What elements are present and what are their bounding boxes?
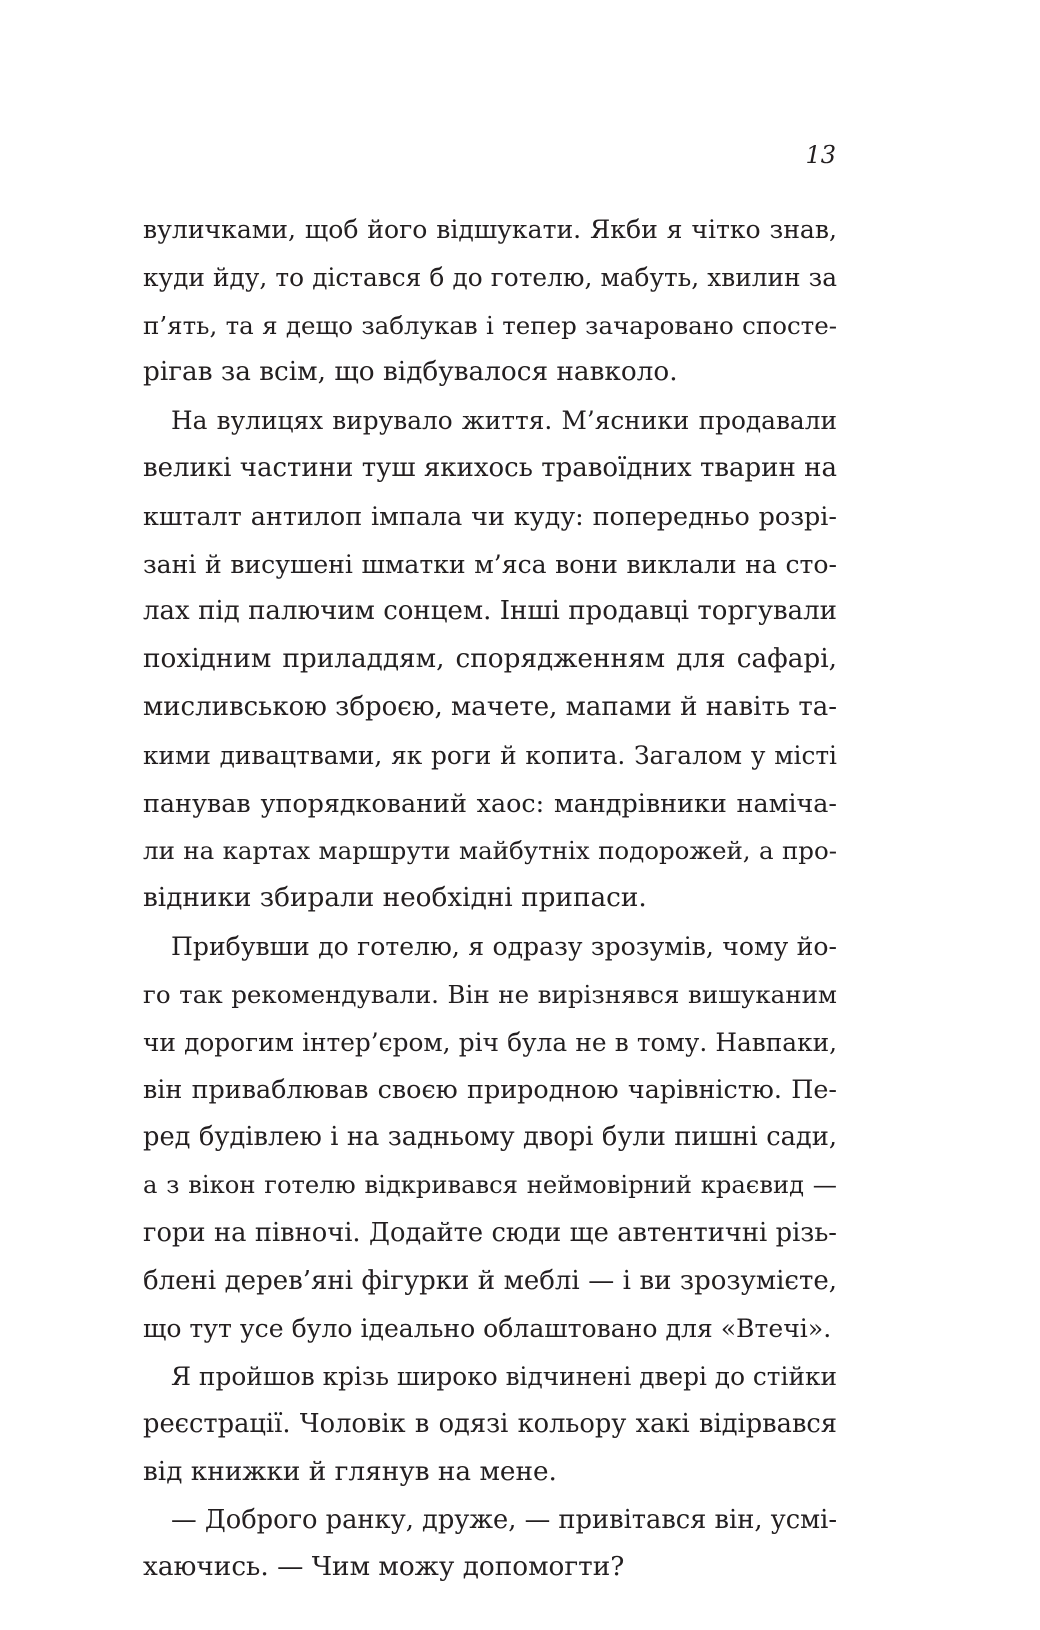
text-line: На вулицях вирувало життя. М’ясники продавали bbox=[171, 406, 837, 436]
text-line: куди йду, то дістався б до готелю, мабуть, хвилин за bbox=[143, 262, 837, 292]
text-line: а з вікон готелю відкривався неймовірний краєвид — bbox=[143, 1170, 837, 1199]
text-line: великі частини туш якихось травоїдних тварин на bbox=[143, 452, 837, 483]
text-line: — Доброго ранку, друже, — привітався він, усмі- bbox=[171, 1504, 837, 1535]
text-line: п’ять, та я дещо заблукав і тепер зачаровано спосте- bbox=[143, 310, 837, 340]
text-line: він приваблював своєю природною чарівністю. Пе- bbox=[143, 1074, 837, 1105]
body-text bbox=[143, 206, 837, 1592]
text-line: зані й висушені шматки м’яса вони виклали на сто- bbox=[143, 549, 837, 579]
text-line: реєстрації. Чоловік в одязі кольору хакі відірвався bbox=[143, 1408, 837, 1439]
text-line: вуличками, щоб його відшукати. Якби я чітко знав, bbox=[143, 215, 837, 244]
text-line: Прибувши до готелю, я одразу зрозумів, чому йо- bbox=[171, 931, 837, 961]
text-line: блені дерев’яні фігурки й меблі — і ви зрозумієте, bbox=[143, 1265, 837, 1296]
text-line: хаючись. — Чим можу допомогти? bbox=[143, 1552, 625, 1583]
text-line: що тут усе було ідеально облаштовано для «Втечі». bbox=[143, 1314, 832, 1344]
text-line: мисливською зброєю, мачете, мапами й навіть та- bbox=[143, 691, 837, 722]
text-line: відники збирали необхідні припаси. bbox=[143, 883, 647, 914]
text-line: лах під палючим сонцем. Інші продавці торгували bbox=[143, 596, 837, 627]
text-line: похідним приладдям, спорядженням для сафарі, bbox=[143, 644, 837, 675]
text-line: від книжки й глянув на мене. bbox=[143, 1456, 557, 1487]
text-line: чи дорогим інтер’єром, річ була не в тому. Навпаки, bbox=[143, 1027, 837, 1057]
text-line: ред будівлею і на задньому дворі були пишні сади, bbox=[143, 1122, 837, 1153]
text-line: кими дивацтвами, як роги й копита. Загалом у місті bbox=[143, 740, 837, 770]
page-number: 13 bbox=[805, 141, 836, 169]
text-line: гори на півночі. Додайте сюди ще автентичні різь- bbox=[143, 1217, 837, 1248]
text-line: ли на картах маршрути майбутніх подорожей, а про- bbox=[143, 836, 837, 866]
text-line: го так рекомендували. Він не вирізнявся вишуканим bbox=[143, 979, 837, 1009]
text-line: кшталт антилоп імпала чи куду: попередньо розрі- bbox=[143, 500, 837, 531]
text-line: Я пройшов крізь широко відчинені двері до стійки bbox=[171, 1362, 837, 1392]
text-line: рігав за всім, що відбувалося навколо. bbox=[143, 357, 678, 388]
text-line: панував упорядкований хаос: мандрівники наміча- bbox=[143, 787, 837, 818]
